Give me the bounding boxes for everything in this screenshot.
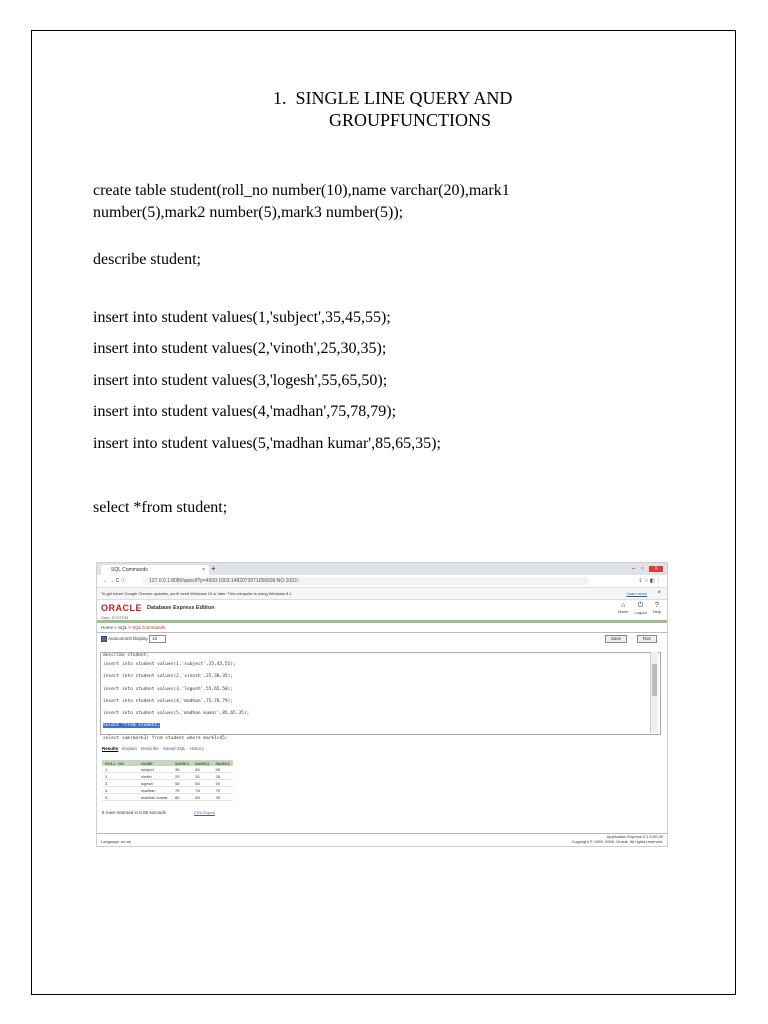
result-tabs	[102, 746, 204, 751]
column-header: MARK3	[212, 760, 232, 766]
help-label: Help	[652, 609, 661, 614]
describe-statement: describe student;	[93, 251, 201, 268]
table-cell: 55	[212, 766, 232, 773]
csv-export-link[interactable]: CSV Export	[194, 810, 215, 815]
autocommit-checkbox[interactable]	[101, 636, 107, 642]
maximize-icon[interactable]: ▫	[641, 566, 644, 572]
table-cell: 30	[192, 773, 212, 780]
learn-more-link[interactable]: Learn more	[626, 591, 647, 596]
save-button[interactable]: Save	[605, 635, 627, 643]
create-table-line-2: number(5),mark2 number(5),mark3 number(5));	[93, 204, 404, 221]
breadcrumb-home[interactable]: Home	[101, 625, 114, 630]
sql-toolbar	[97, 633, 667, 644]
select-statement: select *from student;	[93, 499, 228, 516]
table-cell: 4	[102, 787, 138, 794]
help-button[interactable]	[653, 602, 661, 615]
sql-editor[interactable]	[100, 652, 661, 741]
url-field[interactable]: 127.0.0.1:8080/apex/f?p=4500:1003:1482073071056506:NO:1003::	[143, 577, 589, 585]
column-header: NAME	[138, 760, 172, 766]
run-button[interactable]: Run	[637, 635, 657, 643]
editor-line: insert into student values(3,'logesh',55,65,50);	[103, 686, 234, 692]
banner-text: To get future Google Chrome updates, you'll need Windows 10 or later. This computer is using Windows 8.1.	[101, 591, 293, 596]
browser-tools-icons[interactable]: ⇪ ☆ ◧ ⋮	[638, 578, 661, 584]
oracle-logo: ORACLE	[101, 603, 142, 613]
display-select[interactable]: 10	[149, 635, 166, 643]
table-cell: madhan kumar	[138, 794, 172, 801]
minimize-icon[interactable]: –	[632, 566, 636, 572]
logout-icon: ⏻	[637, 602, 644, 609]
create-table-line-1: create table student(roll_no number(10),name varchar(20),mark1	[93, 182, 510, 199]
page-footer	[97, 833, 667, 846]
table-cell: 25	[172, 773, 192, 780]
tab-results[interactable]: Results	[102, 746, 119, 751]
nav-icons[interactable]: ← → C ⓘ	[103, 578, 126, 584]
close-icon[interactable]: ×	[202, 567, 205, 573]
browser-tab[interactable]	[101, 565, 209, 575]
product-name: Database Express Edition	[147, 605, 215, 611]
insert-statement: insert into student values(1,'subject',35,45,55);	[93, 309, 391, 326]
editor-line: insert into student values(5,'madhan kumar',85,65,35);	[103, 711, 250, 717]
editor-line: select sum(mark1) from student where mark1>45;	[103, 735, 228, 741]
insert-statement: insert into student values(5,'madhan kumar',85,65,35);	[93, 435, 441, 452]
header-icons	[618, 602, 661, 615]
table-cell: 35	[212, 773, 232, 780]
column-header: ROLL_NO	[102, 760, 138, 766]
tab-title: SQL Commands	[111, 567, 148, 573]
table-cell: 85	[172, 794, 192, 801]
section-heading	[273, 87, 512, 131]
scrollbar-thumb[interactable]	[652, 664, 657, 696]
display-label: Display	[133, 636, 148, 641]
table-cell: 35	[212, 794, 232, 801]
tab-explain[interactable]: Explain	[122, 746, 138, 751]
update-banner	[97, 588, 667, 600]
home-button[interactable]	[618, 602, 629, 615]
insert-statement: insert into student values(2,'vinoth',25,30,35);	[93, 340, 387, 357]
breadcrumb-current: SQL Commands	[132, 625, 166, 630]
heading-line-1: SINGLE LINE QUERY AND	[295, 88, 513, 108]
table-row	[102, 787, 233, 794]
table-cell: 5	[102, 794, 138, 801]
tab-describe[interactable]: Describe	[141, 746, 159, 751]
logout-label: Logout	[634, 610, 647, 615]
help-icon: ?	[654, 602, 659, 609]
table-cell: 55	[172, 780, 192, 787]
table-cell: madhan	[138, 787, 172, 794]
table-row	[102, 794, 233, 801]
new-tab-icon[interactable]: +	[211, 564, 216, 573]
table-cell: vinoth	[138, 773, 172, 780]
autocommit-label: Autocommit	[108, 636, 132, 641]
heading-line-2: GROUPFUNCTIONS	[329, 110, 492, 130]
tab-history[interactable]: History	[189, 746, 204, 751]
copyright: Copyright © 1999, 2006, Oracle. All rights reserved.	[571, 839, 663, 844]
table-cell: 78	[192, 787, 212, 794]
editor-line: insert into student values(4,'madhan',75,78,79);	[103, 698, 234, 704]
table-cell: 1	[102, 766, 138, 773]
table-cell: 65	[192, 794, 212, 801]
table-cell: 2	[102, 773, 138, 780]
breadcrumb-sql[interactable]: SQL	[118, 625, 127, 630]
breadcrumb: Home > SQL > SQL Commands	[97, 623, 667, 633]
insert-statement: insert into student values(4,'madhan',75,78,79);	[93, 403, 397, 420]
app-version: Application Express 2.1.0.00.39	[606, 834, 663, 839]
table-cell: 79	[212, 787, 232, 794]
table-cell: 50	[212, 780, 232, 787]
browser-tabbar	[97, 563, 667, 575]
address-bar	[97, 575, 667, 588]
editor-line: insert into student values(1,'subject',35,45,55);	[103, 662, 236, 667]
window-close-icon[interactable]: ×	[649, 566, 663, 572]
footer-info	[572, 834, 663, 844]
editor-line: describe student;	[103, 653, 150, 658]
table-cell: 75	[172, 787, 192, 794]
language-label: Language: en-us	[101, 839, 132, 844]
user-label: User: SYSTEM	[101, 615, 129, 620]
column-header: MARK1	[172, 760, 192, 766]
editor-line: insert into student values(2,'vinoth',25,30,35);	[103, 674, 234, 680]
editor-scrollbar[interactable]	[650, 652, 658, 733]
table-cell: logesh	[138, 780, 172, 787]
home-label: Home	[617, 609, 629, 614]
table-cell: subject	[138, 766, 172, 773]
logout-button[interactable]	[635, 602, 647, 615]
table-cell: 35	[172, 766, 192, 773]
table-row	[102, 773, 233, 780]
insert-statement: insert into student values(3,'logesh',55,65,50);	[93, 372, 388, 389]
table-row	[102, 780, 233, 787]
embedded-screenshot	[96, 562, 668, 847]
table-cell: 65	[192, 780, 212, 787]
oracle-header	[97, 600, 667, 620]
window-controls	[632, 563, 663, 575]
heading-number: 1.	[273, 88, 287, 108]
rows-returned-text: 5 rows returned in 0.05 seconds	[102, 810, 167, 815]
editor-line-selected: select *from student;	[103, 723, 160, 729]
tab-saved-sql[interactable]: Saved SQL	[162, 746, 186, 751]
results-table	[102, 760, 233, 801]
banner-close-icon[interactable]: ×	[657, 590, 661, 596]
table-cell: 45	[192, 766, 212, 773]
home-icon: ⌂	[621, 602, 626, 609]
column-header: MARK2	[192, 760, 212, 766]
table-cell: 3	[102, 780, 138, 787]
